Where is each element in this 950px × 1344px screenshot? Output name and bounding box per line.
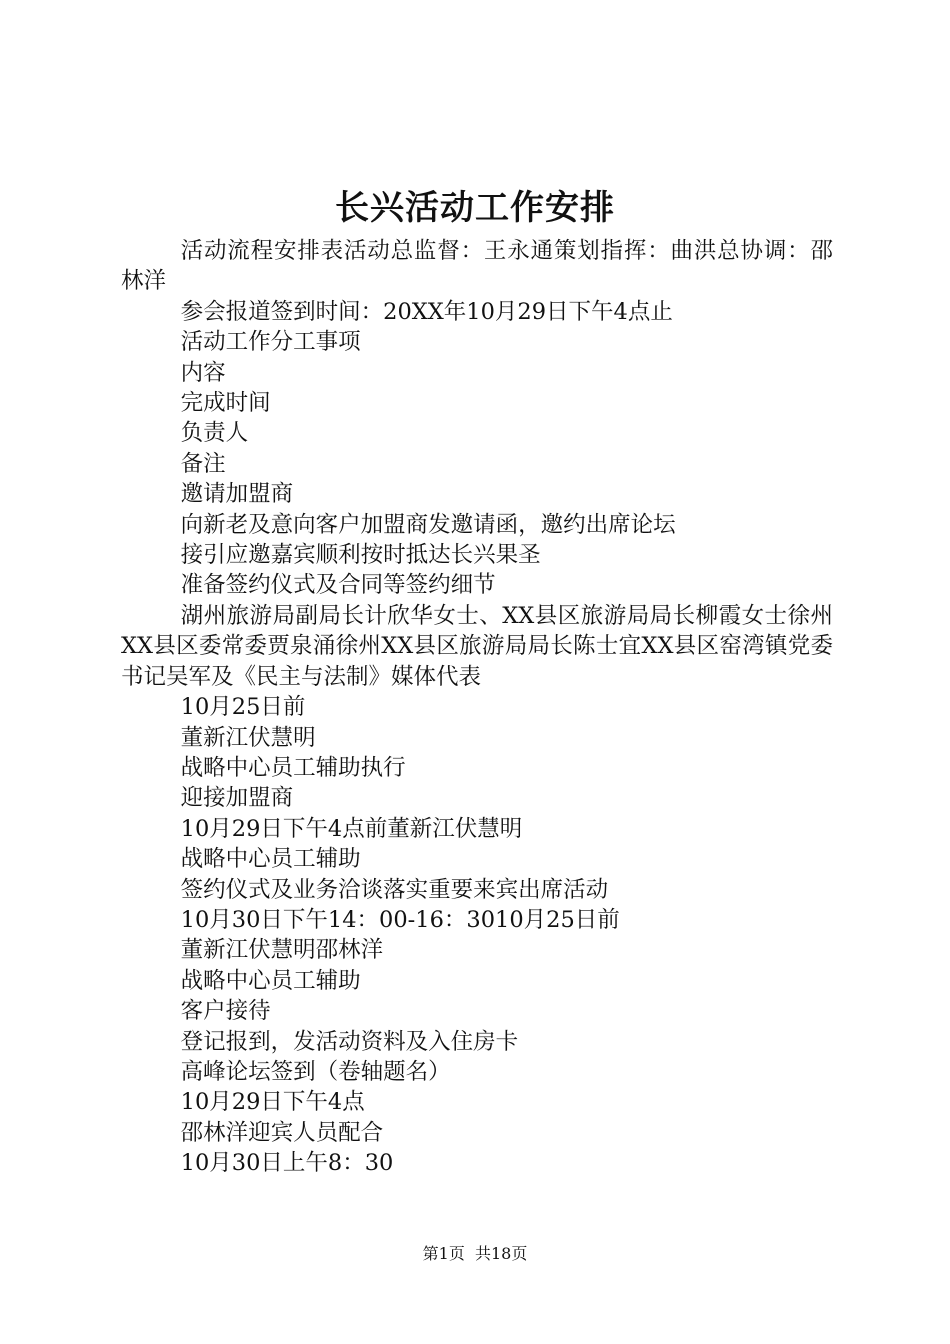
paragraph-27: 邵林洋迎宾人员配合 xyxy=(180,1119,384,1146)
paragraph-16: 迎接加盟商 xyxy=(180,785,294,812)
paragraph-10: 接引应邀嘉宾顺利按时抵达长兴果圣 xyxy=(180,542,541,569)
paragraph-9: 向新老及意向客户加盟商发邀请函，邀约出席论坛 xyxy=(180,511,676,538)
paragraph-25: 高峰论坛签到（卷轴题名） xyxy=(180,1058,451,1085)
paragraph-6: 负责人 xyxy=(180,420,249,447)
paragraph-4: 内容 xyxy=(180,359,226,386)
paragraph-11: 准备签约仪式及合同等签约细节 xyxy=(180,572,496,599)
paragraph-2: 参会报道签到时间：20XX年10月29日下午4点止 xyxy=(180,298,673,325)
paragraph-26: 10月29日下午4点 xyxy=(180,1089,365,1116)
paragraph-20: 10月30日下午14：00-16：3010月25日前 xyxy=(180,906,620,933)
paragraph-24: 登记报到，发活动资料及入住房卡 xyxy=(180,1028,519,1055)
paragraph-28: 10月30日上午8：30 xyxy=(180,1150,394,1177)
paragraph-14: 董新江伏慧明 xyxy=(180,724,316,751)
paragraph-21: 董新江伏慧明邵林洋 xyxy=(180,937,384,964)
page-footer xyxy=(0,1243,950,1265)
paragraph-19: 签约仪式及业务洽谈落实重要来宾出席活动 xyxy=(180,876,609,903)
paragraph-8: 邀请加盟商 xyxy=(180,481,294,508)
document-body xyxy=(121,236,833,1179)
paragraph-23: 客户接待 xyxy=(180,998,271,1025)
paragraph-15: 战略中心员工辅助执行 xyxy=(180,754,406,781)
paragraph-7: 备注 xyxy=(180,450,226,477)
paragraph-13: 10月25日前 xyxy=(180,694,306,721)
paragraph-3: 活动工作分工事项 xyxy=(180,329,361,356)
paragraph-1: 活动流程安排表活动总监督：王永通策划指挥：曲洪总协调：邵林洋 xyxy=(121,238,833,295)
paragraph-17: 10月29日下午4点前董新江伏慧明 xyxy=(180,815,523,842)
paragraph-12: 湖州旅游局副局长计欣华女士、XX县区旅游局局长柳霞女士徐州XX县区委常委贾泉涌徐州XX县区旅游局局长陈士宜XX县区窑湾镇党委书记吴军及《民主与法制》媒体代表 xyxy=(121,602,833,690)
paragraph-22: 战略中心员工辅助 xyxy=(180,967,361,994)
page-number: 第1页 共18页 xyxy=(422,1244,528,1263)
paragraph-18: 战略中心员工辅助 xyxy=(180,846,361,873)
paragraph-5: 完成时间 xyxy=(180,390,271,417)
document-title: 长兴活动工作安排 xyxy=(335,188,615,228)
